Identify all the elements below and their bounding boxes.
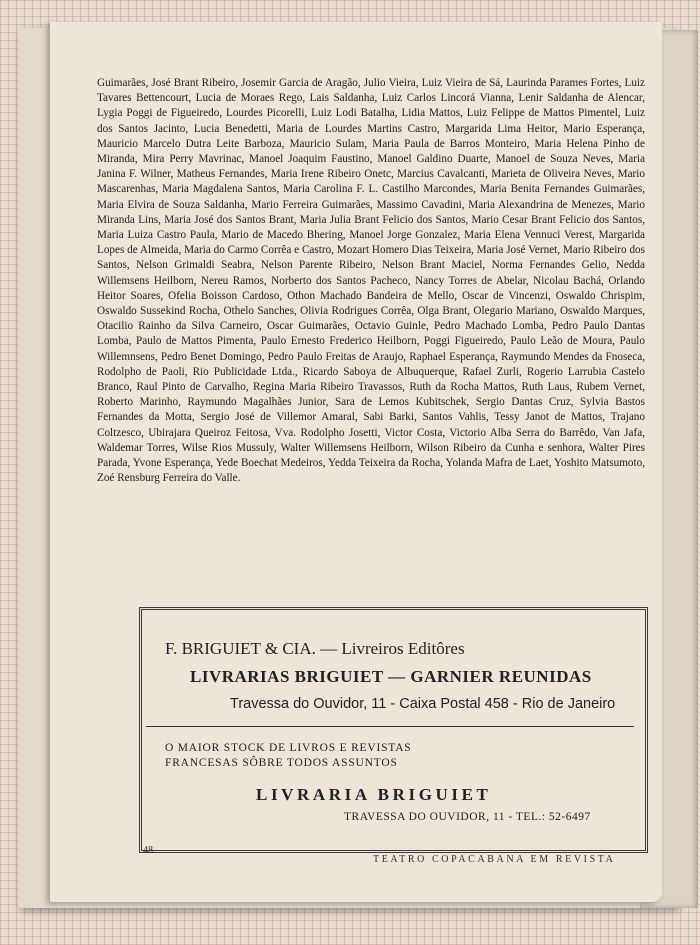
ad-slogan xyxy=(165,741,412,770)
ad-company-name: F. BRIGUIET & CIA. — Livreiros Editôres xyxy=(165,639,465,658)
ad-divider xyxy=(146,726,634,727)
ad-address: Travessa do Ouvidor, 11 - Caixa Postal 458 - Rio de Janeiro xyxy=(230,696,616,712)
ad-store-title: LIVRARIA BRIGUIET xyxy=(256,785,492,804)
ad-slogan-line-2: FRANCESAS SÔBRE TODOS ASSUNTOS xyxy=(165,756,398,769)
ad-slogan-line-1: O MAIOR STOCK DE LIVROS E REVISTAS xyxy=(165,742,412,754)
running-footer: TEATRO COPACABANA EM REVISTA xyxy=(373,854,616,865)
ad-store-names: LIVRARIAS BRIGUIET — GARNIER REUNIDAS xyxy=(190,667,592,686)
page-number: 48 xyxy=(143,845,153,856)
ad-store-address: TRAVESSA DO OUVIDOR, 11 - TEL.: 52-6497 xyxy=(344,811,591,823)
patron-names-list: Guimarães, José Brant Ribeiro, Josemir Garcia de Aragão, Julio Vieira, Luiz Vieira de Sá, Laurinda Parames Fortes, Luiz Tavares Bettencourt, Lucia de Moraes Rego, Lais Saldanha, Luiz Carlos Lincorá Vianna, Lenir Saldanha de Alencar, Lygia Poggi de Figueiredo, Lourdes Picorelli, Luiz Lodi Batalha, Lidia Mattos, Luiz Felippe de Mattos Pimentel, Luiz dos Santos Jacinto, Lucia Benedetti, Maria de Lourdes Martins Castro, Margarida Lima Heitor, Mario Esperança, Mauricio Marcelo Dutra Leite Barboza, Mauricio Sulam, Maria Paula de Barros Monteiro, Maria Helena Pinho de Miranda, Mira Perry Mavrinac, Manoel Joaquim Faustino, Manoel Galdino Duarte, Manoel de Souza Neves, Maria Janina F. Wilner, Matheus Fernandes, Maria Irene Ribeiro Onetc, Marcius Cavalcanti, Marieta de Oliveira Neves, Mario Mascarenhas, Maria Magdalena Santos, Maria Carolina F. L. Castilho Marcondes, Maria Benita Fernandes Guimarães, Maria Elvira de Souza Saldanha, Mario Ferreira Guimarães, Massimo Cavadini, Maria Alexandrina de Menezes, Mario Miranda Lins, Maria José dos Santos Brant, Maria Julia Brant Felicio dos Santos, Mario Cesar Brant Felicio dos Santos, Maria Luiza Castro Paula, Mario de Macedo Bhering, Manoel Jorge Gonzalez, Maria Elena Vennuci Verest, Margarida Lopes de Almeida, Maria do Carmo Corrêa e Castro, Mozart Homero Dias Teixeira, Maria José Vernet, Mario Ribeiro dos Santos, Nelson Grimaldi Seabra, Nelson Parente Ribeiro, Nelson Brant Maciel, Norma Fernandes Gelio, Nedda Willemsens Heilborn, Nereu Ramos, Norberto dos Santos Pacheco, Nancy Torres de Abelar, Nicolau Bachá, Orlando Heitor Soares, Ofelia Boisson Cardoso, Othon Machado Bandeira de Mello, Oscar de Vincenzi, Oswaldo Chrispim, Oswaldo Sussekind Rocha, Othelo Sanches, Olivia Rodrigues Corrêa, Olga Brant, Olegario Mariano, Oswaldo Marques, Otacilio Rainho da Silva Carneiro, Oscar Guimarães, Octavio Guinle, Pedro Machado Lomba, Pedro Paulo Dantas Lomba, Paulo de Mattos Pimenta, Paulo Ernesto Frederico Heilborn, Poggi Figueiredo, Paulo Leão de Moura, Paulo Willemnsens, Pedro Benet Domingo, Pedro Paulo Freitas de Araujo, Raphael Esperança, Raymundo Mendes da Fnoseca, Rodolpho de Paoli, Rio Publicidade Ltda., Ricardo Saboya de Albuquerque, Rafael Zurli, Rogerio Larrubia Castelo Branco, Raul Pinto de Carvalho, Regina Maria Ribeiro Travassos, Ruth da Rocha Mattos, Ruth Laus, Rubem Vernet, Roberto Marinho, Raymundo Magalhães Junior, Sara de Lemos Kubitschek, Sergio Dantas Cruz, Sylvia Bastos Fernandes da Motta, Sergio José de Villemor Amaral, Sabi Barki, Santos Vahlis, Tessy Janot de Mattos, Trajano Coltzesco, Ubirajara Queiroz Feitosa, Vva. Rodolpho Josetti, Victor Costa, Victorio Alba Serra do Barrêdo, Van Jafa, Waldemar Torres, Wilse Rios Mussuly, Walter Willemsens Heilborn, Wilson Ribeiro da Cunha e senhora, Walter Pires Parada, Yvone Esperança, Yede Boechat Medeiros, Yedda Teixeira da Rocha, Yolanda Mafra de Laet, Yoshito Matsumoto, Zoé Rensburg Ferreira do Valle. xyxy=(97,77,645,485)
